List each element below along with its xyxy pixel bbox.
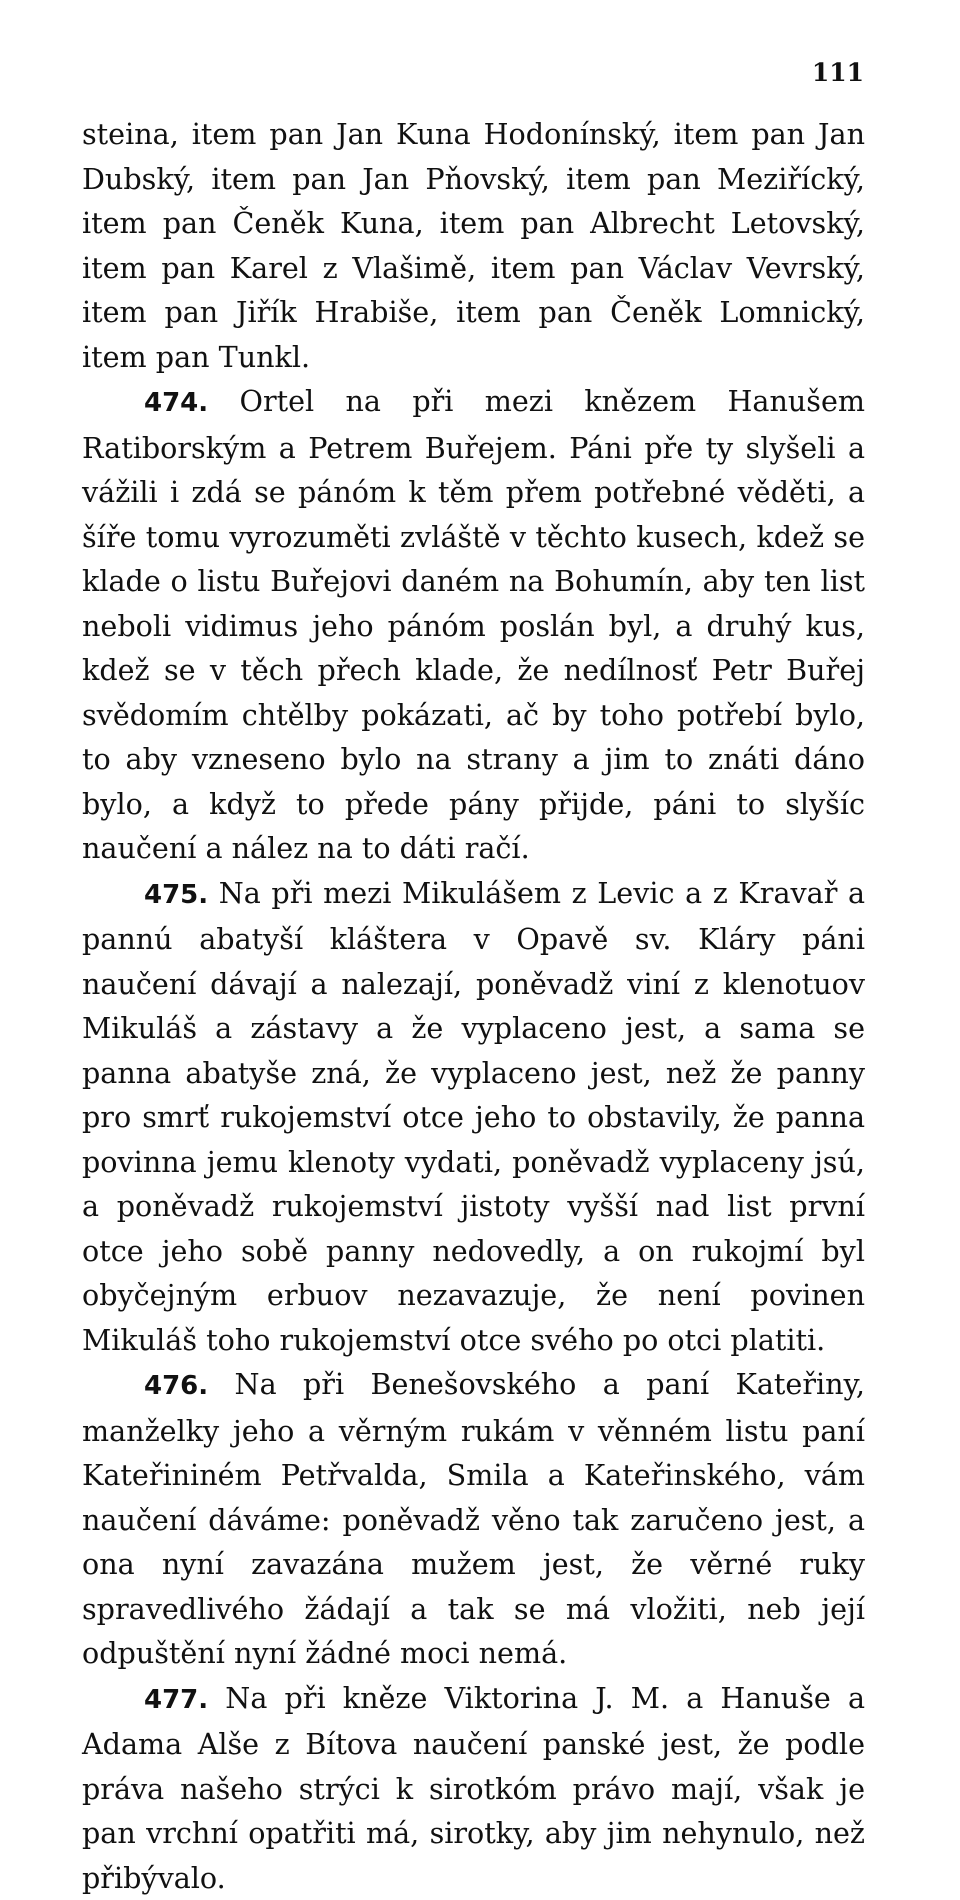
paragraph-entry-474: [82, 379, 865, 871]
text-body: [82, 112, 865, 1900]
paragraph-entry-477: [82, 1676, 865, 1900]
paragraph-entry-475: [82, 871, 865, 1363]
paragraph-text: Ortel na při mezi knězem Hanušem Ratiborským a Petrem Buřejem. Páni pře ty slyšeli a vážili i zdá se pánóm k těm přem potřebné věděti, a šíře tomu vyrozuměti zvláště v těchto kusech, kdež se klade o listu Buřejovi daném na Bohumín, aby ten list neboli vidimus jeho pánóm poslán byl, a druhý kus, kdež se v těch přech klade, že nedílnosť Petr Buřej svědomím chtělby pokázati, ač by toho potřebí bylo, to aby vzneseno bylo na strany a jim to znáti dáno bylo, a když to přede pány přijde, páni to slyšíc naučení a nález na to dáti račí.: [82, 384, 865, 865]
paragraph-text: Na při mezi Mikulášem z Levic a z Kravař a pannú abatyší kláštera v Opavě sv. Kláry páni naučení dávají a nalezají, poněvadž viní z klenotuov Mikuláš a zástavy a že vyplaceno jest, a sama se panna abatyše zná, že vyplaceno jest, než že panny pro smrť rukojemství otce jeho to obstavily, že panna povinna jemu klenoty vydati, poněvadž vyplaceny jsú, a poněvadž rukojemství jistoty vyšší nad list první otce jeho sobě panny nedovedly, a on rukojmí byl obyčejným erbuov nezavazuje, že není povinen Mikuláš toho rukojemství otce svého po otci platiti.: [82, 876, 865, 1357]
paragraph-text: Na při kněze Viktorina J. M. a Hanuše a Adama Alše z Bítova naučení panské jest, že podle práva našeho strýci k sirotkóm právo mají, však je pan vrchní opatřiti má, sirotky, aby jim nehynulo, než přibývalo.: [82, 1681, 865, 1895]
paragraph-entry-476: [82, 1362, 865, 1676]
page-number: 111: [812, 58, 864, 87]
paragraph-continuation: [82, 112, 865, 379]
paragraph-text: steina, item pan Jan Kuna Hodonínský, item pan Jan Dubský, item pan Jan Pňovský, item pan Meziřícký, item pan Čeněk Kuna, item pan Albrecht Letovský, item pan Karel z Vlašimě, item pan Václav Vevrský, item pan Jiřík Hrabiše, item pan Čeněk Lomnický, item pan Tunkl.: [82, 117, 865, 374]
entry-number: 476.: [144, 1371, 208, 1401]
entry-number: 474.: [144, 388, 208, 418]
entry-number: 475.: [144, 880, 208, 910]
entry-number: 477.: [144, 1685, 208, 1715]
paragraph-text: Na při Benešovského a paní Kateřiny, manželky jeho a věrným rukám v věnném listu paní Kateřininém Petřvalda, Smila a Kateřinského, vám naučení dáváme: poněvadž věno tak zaručeno jest, a ona nyní zavazána mužem jest, že věrné ruky spravedlivého žádají a tak se má vložiti, neb její odpuštění nyní žádné moci nemá.: [82, 1367, 865, 1670]
